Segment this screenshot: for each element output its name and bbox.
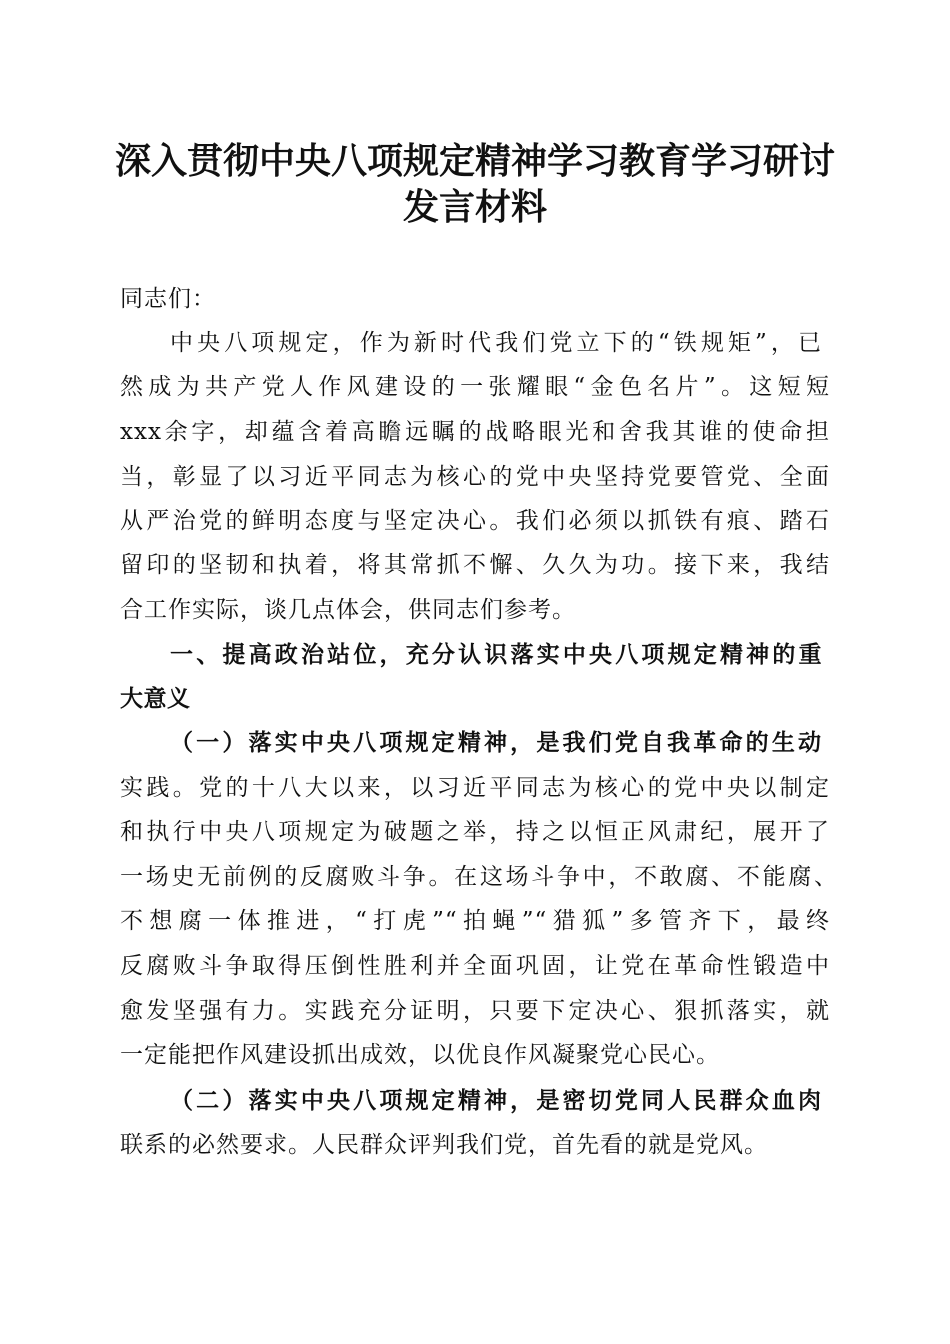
subsection-1-line-4: 不想腐一体推进，“打虎”“拍蝇”“猎狐”多管齐下，最终 (120, 908, 830, 934)
paragraph-1-line-5: 从严治党的鲜明态度与坚定决心。我们必须以抓铁有痕、踏石 (120, 508, 830, 534)
document-title-line-1: 深入贯彻中央八项规定精神学习教育学习研讨 (114, 141, 835, 182)
subsection-1-lead: （一）落实中央八项规定精神，是我们党自我革命的生动 (170, 729, 822, 756)
paragraph-1-line-3: xxx余字，却蕴含着高瞻远瞩的战略眼光和舍我其谁的使命担 (120, 419, 830, 445)
document-title-line-2: 发言材料 (402, 187, 547, 228)
subsection-1-line-3: 一场史无前例的反腐败斗争。在这场斗争中，不敢腐、不能腐、 (120, 864, 838, 890)
section-heading-1-line-2: 大意义 (120, 686, 191, 712)
subsection-1-line-7: 一定能把作风建设抓出成效，以优良作风凝聚党心民心。 (120, 1042, 720, 1068)
paragraph-1-line-7: 合工作实际，谈几点体会，供同志们参考。 (120, 597, 576, 623)
paragraph-1-line-6: 留印的坚韧和执着，将其常抓不懈、久久为功。接下来，我结 (120, 552, 830, 578)
subsection-1-line-1: 实践。党的十八大以来，以习近平同志为核心的党中央以制定 (120, 775, 830, 801)
subsection-2-lead: （二）落实中央八项规定精神，是密切党同人民群众血肉 (170, 1087, 822, 1114)
subsection-2-line-1: 联系的必然要求。人民群众评判我们党，首先看的就是党风。 (120, 1132, 768, 1158)
subsection-1-line-2: 和执行中央八项规定为破题之举，持之以恒正风肃纪，展开了 (120, 819, 830, 845)
paragraph-1-line-2: 然成为共产党人作风建设的一张耀眼“金色名片”。这短短 (120, 374, 830, 400)
paragraph-1-line-4: 当，彰显了以习近平同志为核心的党中央坚持党要管党、全面 (120, 464, 830, 490)
paragraph-1-line-1: 中央八项规定，作为新时代我们党立下的“铁规矩”，已 (170, 330, 822, 356)
greeting: 同志们： (120, 286, 216, 312)
section-heading-1-line-1: 一、提高政治站位，充分认识落实中央八项规定精神的重 (170, 642, 822, 668)
subsection-1-line-5: 反腐败斗争取得压倒性胜利并全面巩固，让党在革命性锻造中 (120, 953, 830, 979)
subsection-1-line-6: 愈发坚强有力。实践充分证明，只要下定决心、狠抓落实，就 (120, 998, 830, 1024)
